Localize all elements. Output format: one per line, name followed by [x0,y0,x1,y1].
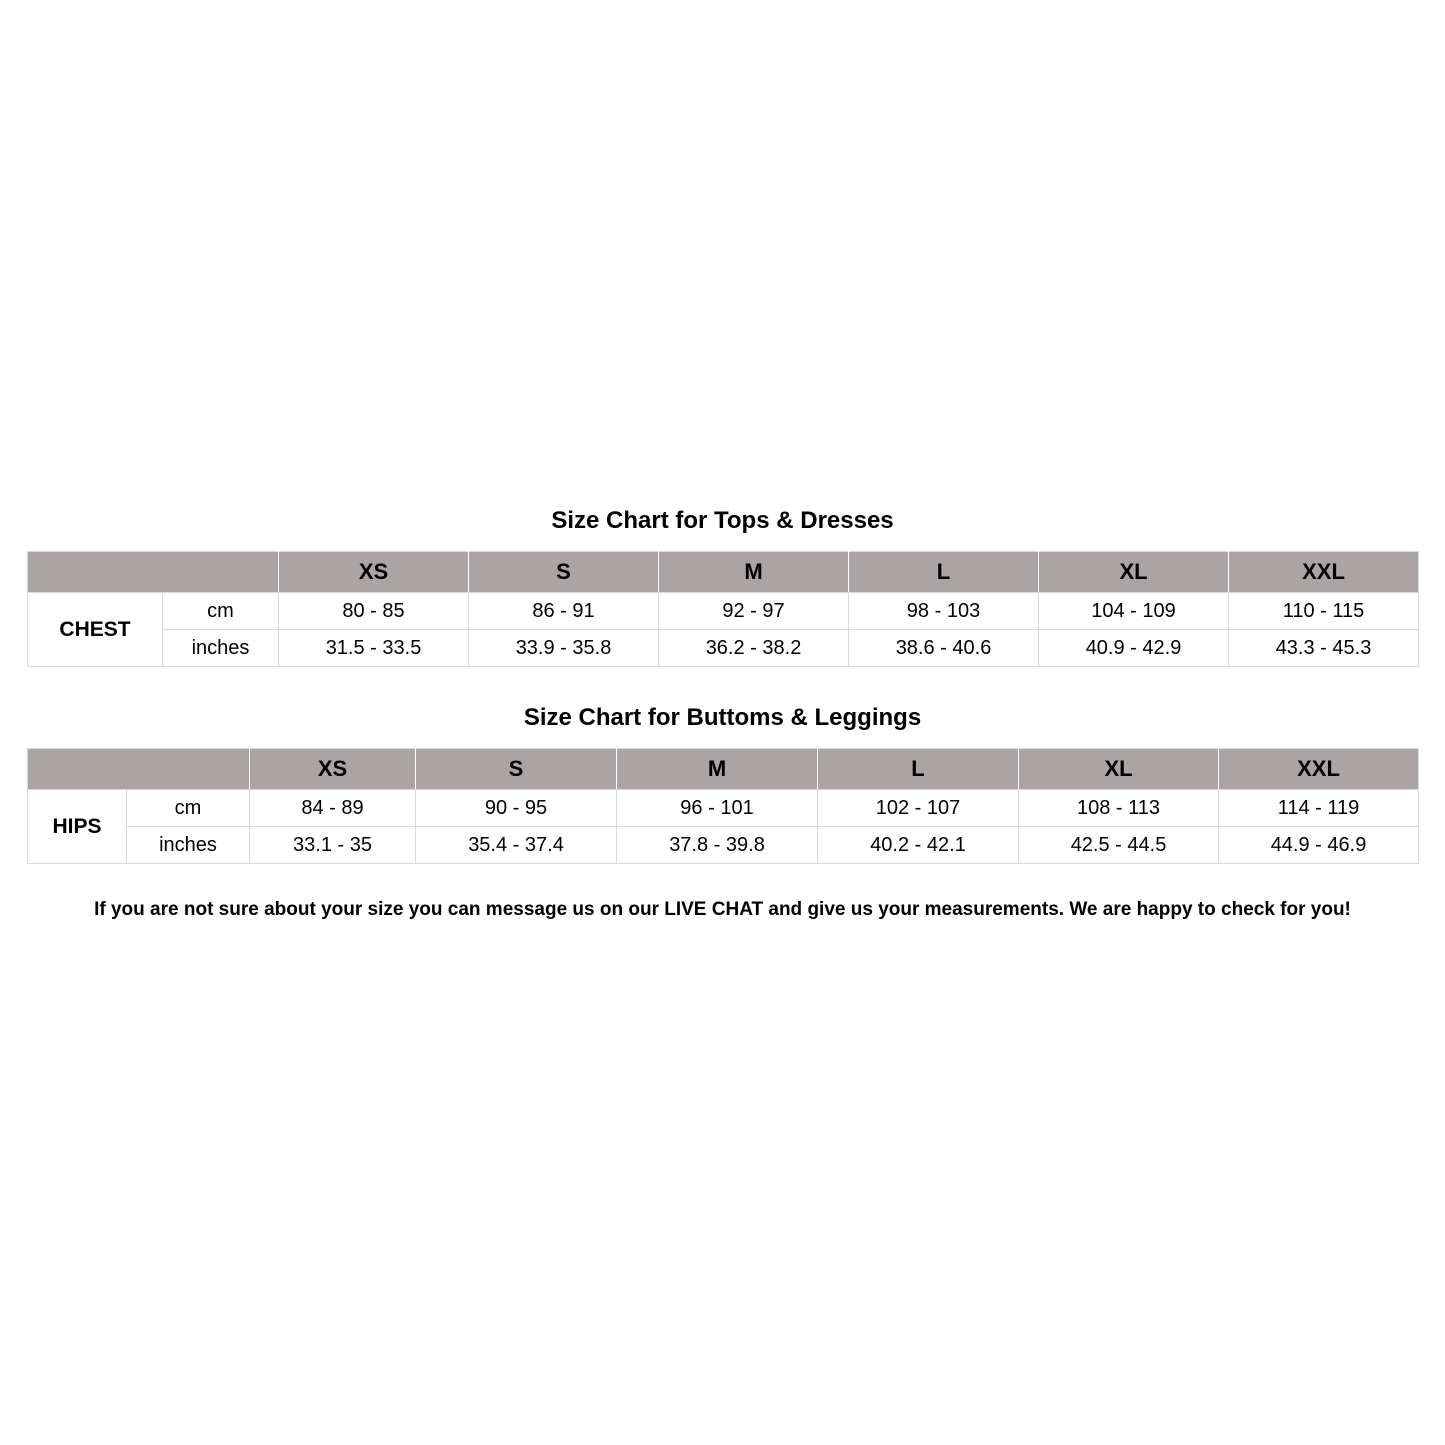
bottoms-size-table [27,748,1419,864]
tops-size-header: XL [1039,552,1229,593]
unit-label: inches [127,827,250,864]
size-cell: 44.9 - 46.9 [1219,827,1419,864]
table-row [28,630,1419,667]
size-cell: 104 - 109 [1039,593,1229,630]
size-help-note: If you are not sure about your size you can message us on our LIVE CHAT and give us your measurements. We are happy to check for you! [94,899,1351,920]
size-cell: 86 - 91 [469,593,659,630]
tops-header-row [28,552,1419,593]
table-row [28,593,1419,630]
size-cell: 90 - 95 [416,790,617,827]
tops-measure-label: CHEST [28,593,163,667]
size-cell: 38.6 - 40.6 [849,630,1039,667]
tops-size-header: S [469,552,659,593]
tops-size-header: M [659,552,849,593]
size-cell: 35.4 - 37.4 [416,827,617,864]
size-cell: 37.8 - 39.8 [617,827,818,864]
size-cell: 84 - 89 [250,790,416,827]
table-row [28,827,1419,864]
bottoms-chart-title: Size Chart for Buttoms & Leggings [523,704,922,731]
tops-size-header: L [849,552,1039,593]
table-row [28,790,1419,827]
unit-label: inches [163,630,279,667]
bottoms-size-header: M [617,749,818,790]
bottoms-size-header: XXL [1219,749,1419,790]
size-cell: 98 - 103 [849,593,1039,630]
size-cell: 92 - 97 [659,593,849,630]
size-cell: 36.2 - 38.2 [659,630,849,667]
tops-size-header: XXL [1229,552,1419,593]
size-cell: 42.5 - 44.5 [1019,827,1219,864]
tops-chart-title: Size Chart for Tops & Dresses [551,507,894,534]
unit-label: cm [127,790,250,827]
bottoms-header-row [28,749,1419,790]
size-cell: 40.2 - 42.1 [818,827,1019,864]
tops-header-blank [28,552,279,593]
size-cell: 80 - 85 [279,593,469,630]
size-cell: 102 - 107 [818,790,1019,827]
size-cell: 114 - 119 [1219,790,1419,827]
size-cell: 33.1 - 35 [250,827,416,864]
size-cell: 40.9 - 42.9 [1039,630,1229,667]
unit-label: cm [163,593,279,630]
size-cell: 96 - 101 [617,790,818,827]
bottoms-size-header: XS [250,749,416,790]
tops-size-header: XS [279,552,469,593]
size-cell: 108 - 113 [1019,790,1219,827]
size-cell: 110 - 115 [1229,593,1419,630]
bottoms-size-header: XL [1019,749,1219,790]
size-cell: 31.5 - 33.5 [279,630,469,667]
bottoms-measure-label: HIPS [28,790,127,864]
size-cell: 33.9 - 35.8 [469,630,659,667]
bottoms-size-header: S [416,749,617,790]
size-cell: 43.3 - 45.3 [1229,630,1419,667]
tops-size-table [27,551,1419,667]
bottoms-header-blank [28,749,250,790]
bottoms-size-header: L [818,749,1019,790]
